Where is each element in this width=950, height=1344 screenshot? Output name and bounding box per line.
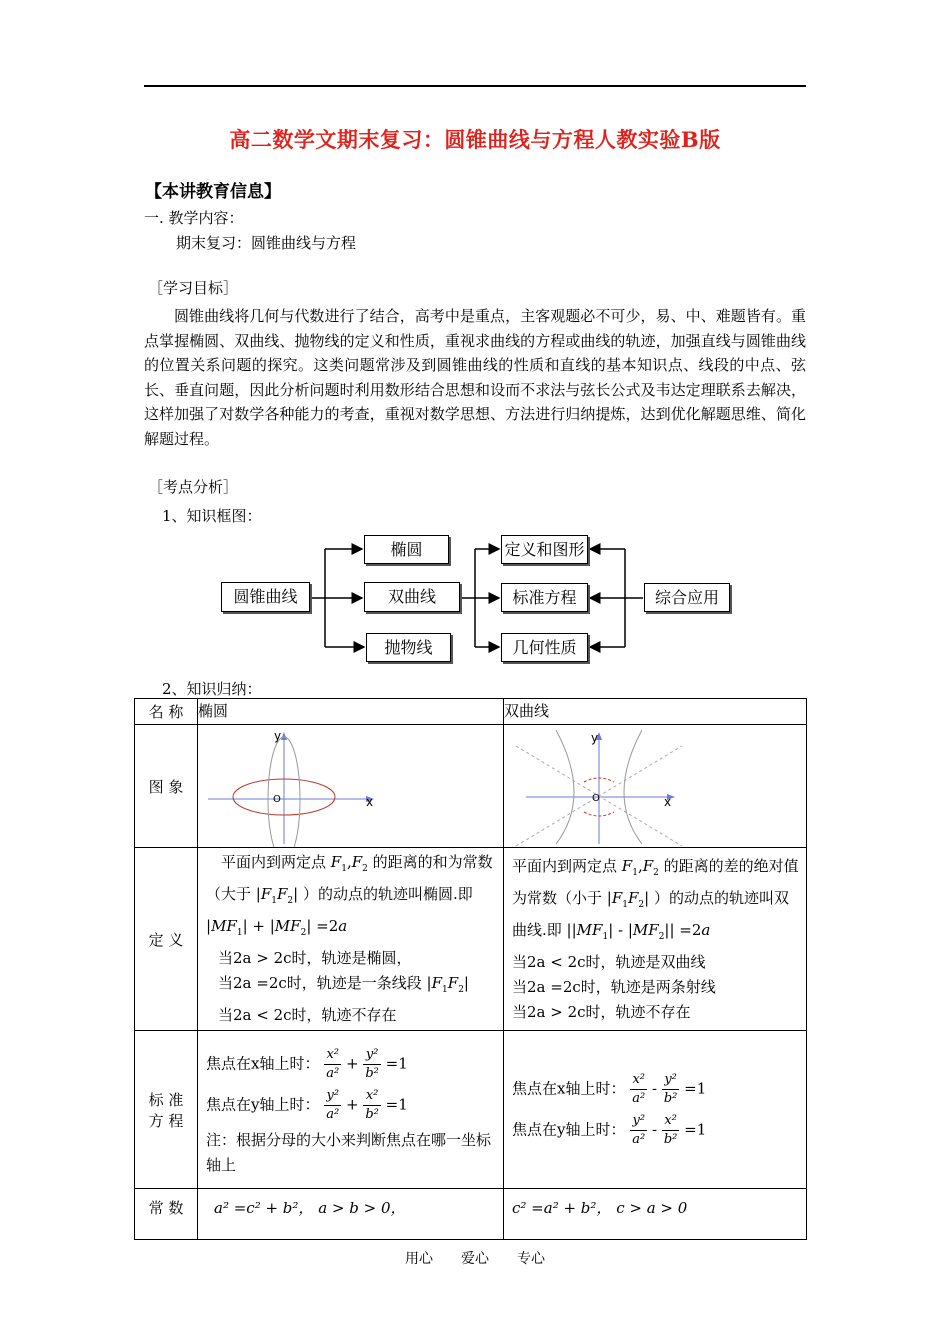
analysis-label: ［考点分析］	[148, 478, 239, 496]
ellipse-case-2: 当2a =2c时，轨迹是一条线段	[218, 974, 422, 992]
header-ellipse: 椭圆	[198, 699, 504, 725]
ellipse-note: 注：根据分母的大小来判断焦点在哪一坐标轴上	[206, 1130, 492, 1174]
ellipse-definition: 平面内到两定点 $F_1,F_2$ 的距离的和为常数（大于 $|F_1F_2|$ ）的动点的轨迹叫椭圆.即 $|MF_1| + |MF_2| =2a$ 当2a > 2c时，轨迹是椭圆， 当2a =2c时，轨迹是一条线段 $|F_1F_2|$ 当2a < 2c时，轨迹不存在	[198, 848, 504, 1031]
hyperbola-case-3: 当2a > 2c时，轨迹不存在	[512, 1002, 691, 1021]
row-label-equation-1: 标 准	[148, 1090, 184, 1109]
goal-label: ［学习目标］	[148, 279, 239, 297]
ellipse-case-3: 当2a < 2c时，轨迹不存在	[218, 1006, 397, 1024]
diagram-curve-parabola: 抛物线	[366, 633, 451, 662]
hyperbola-focus-x: 焦点在x轴上时：	[512, 1079, 626, 1097]
row-label-image: 图 象	[135, 725, 198, 848]
hyperbola-def-part1: 平面内到两定点	[512, 856, 618, 875]
hyperbola-def-part3: ）的动点的轨迹叫双曲线.即	[512, 888, 789, 939]
hyperbola-axis-x: x	[664, 794, 672, 809]
row-label-definition: 定 义	[135, 848, 198, 1031]
knowledge-table	[134, 698, 807, 1240]
hyperbola-case-1: 当2a < 2c时，轨迹是双曲线	[512, 952, 706, 971]
ellipse-def-part1: 平面内到两定点	[221, 853, 327, 871]
ellipse-def-part3: ）的动点的轨迹叫椭圆.即	[302, 885, 473, 903]
diagram-topic-equation: 标准方程	[501, 583, 588, 612]
table-row	[135, 1189, 807, 1240]
hyperbola-focus-y: 焦点在y轴上时：	[512, 1120, 626, 1138]
ellipse-focus-x: 焦点在x轴上时：	[206, 1054, 320, 1072]
item2-label: 2、知识归纳：	[162, 680, 262, 698]
row-label-equation-2: 方 程	[148, 1111, 184, 1130]
hyperbola-constant: c² =a² + b²， c > a > 0	[504, 1189, 807, 1240]
ellipse-origin: O	[273, 793, 281, 805]
hyperbola-graph	[504, 726, 806, 847]
hyperbola-axis-y: y	[591, 730, 599, 745]
item1-label: 1、知识框图：	[162, 507, 262, 525]
page-footer: 用心 爱心 专心	[405, 1251, 545, 1267]
table-row	[135, 699, 807, 725]
table-row	[135, 1031, 807, 1189]
ellipse-case-1: 当2a > 2c时，轨迹是椭圆，	[218, 949, 412, 967]
ellipse-constant: a² =c² + b²， a > b > 0，	[198, 1189, 504, 1240]
diagram-topic-definition: 定义和图形	[501, 535, 588, 564]
content-label: 一. 教学内容：	[144, 209, 244, 227]
content-text: 期末复习：圆锥曲线与方程	[176, 234, 357, 252]
diagram-curve-hyperbola: 双曲线	[364, 582, 460, 612]
hyperbola-graph-cell	[504, 725, 807, 848]
header-name: 名 称	[135, 699, 198, 725]
ellipse-equations: 焦点在x轴上时： $\frac{\text{x²}}{\text{a²}}$ + $\frac{\text{y²}}{\text{b²}}$ =1 焦点在y轴上时： $\frac{\text{y²}}{\text{a²}}$ + $\frac{\text{x²}}{\text{b²}}$ =1 注：根据分母的大小来判断焦点在哪一坐标轴上	[198, 1031, 504, 1189]
goal-paragraph: 圆锥曲线将几何与代数进行了结合，高考中是重点，主客观题必不可少，易、中、难题皆有。重点掌握椭圆、双曲线、抛物线的定义和性质，重视求曲线的方程或曲线的轨迹，加强直线与圆锥曲线的位置关系问题的探究。这类问题常涉及到圆锥曲线的性质和直线的基本知识点、线段的中点、弦长、垂直问题，因此分析问题时利用数形结合思想和设而不求法与弦长公式及韦达定理联系去解决，这样加强了对数学各种能力的考查，重视对数学思想、方法进行归纳提炼，达到优化解题思维、简化解题过程。	[144, 307, 806, 448]
row-label-constant: 常 数	[135, 1189, 198, 1240]
hyperbola-def-part2: 的距离的差的绝对值为常数（小于	[512, 856, 799, 907]
table-row	[135, 725, 807, 848]
table-row	[135, 848, 807, 1031]
section-heading: 【本讲教育信息】	[145, 182, 281, 202]
ellipse-graph	[198, 726, 503, 847]
ellipse-def-part2: 的距离的和为常数（大于	[206, 853, 493, 903]
header-hyperbola: 双曲线	[504, 699, 807, 725]
row-label-equation	[135, 1031, 198, 1189]
ellipse-axis-x: x	[366, 794, 374, 809]
diagram-apply: 综合应用	[644, 583, 730, 612]
hyperbola-definition: 平面内到两定点 $F_1,F_2$ 的距离的差的绝对值为常数（小于 $|F_1F_2|$ ）的动点的轨迹叫双曲线.即 $||MF_1| - |MF_2|| =2a$ 当2a < 2c时，轨迹是双曲线 当2a =2c时，轨迹是两条射线 当2a > 2c时，轨迹不存在	[504, 848, 807, 1031]
diagram-curve-ellipse: 椭圆	[364, 535, 449, 564]
diagram-root: 圆锥曲线	[221, 582, 310, 612]
ellipse-graph-cell	[198, 725, 504, 848]
ellipse-axis-y: y	[274, 728, 282, 743]
hyperbola-case-2: 当2a =2c时，轨迹是两条射线	[512, 977, 716, 996]
hyperbola-equations: 焦点在x轴上时： $\frac{\text{x²}}{\text{a²}}$ - $\frac{\text{y²}}{\text{b²}}$ =1 焦点在y轴上时： $\frac{\text{y²}}{\text{a²}}$ - $\frac{\text{x²}}{\text{b²}}$ =1	[504, 1031, 807, 1189]
diagram-topic-properties: 几何性质	[501, 633, 588, 662]
document-title: 高二数学文期末复习：圆锥曲线与方程人教实验B版	[229, 127, 721, 152]
ellipse-focus-y: 焦点在y轴上时：	[206, 1095, 320, 1113]
hyperbola-origin: O	[592, 792, 600, 804]
